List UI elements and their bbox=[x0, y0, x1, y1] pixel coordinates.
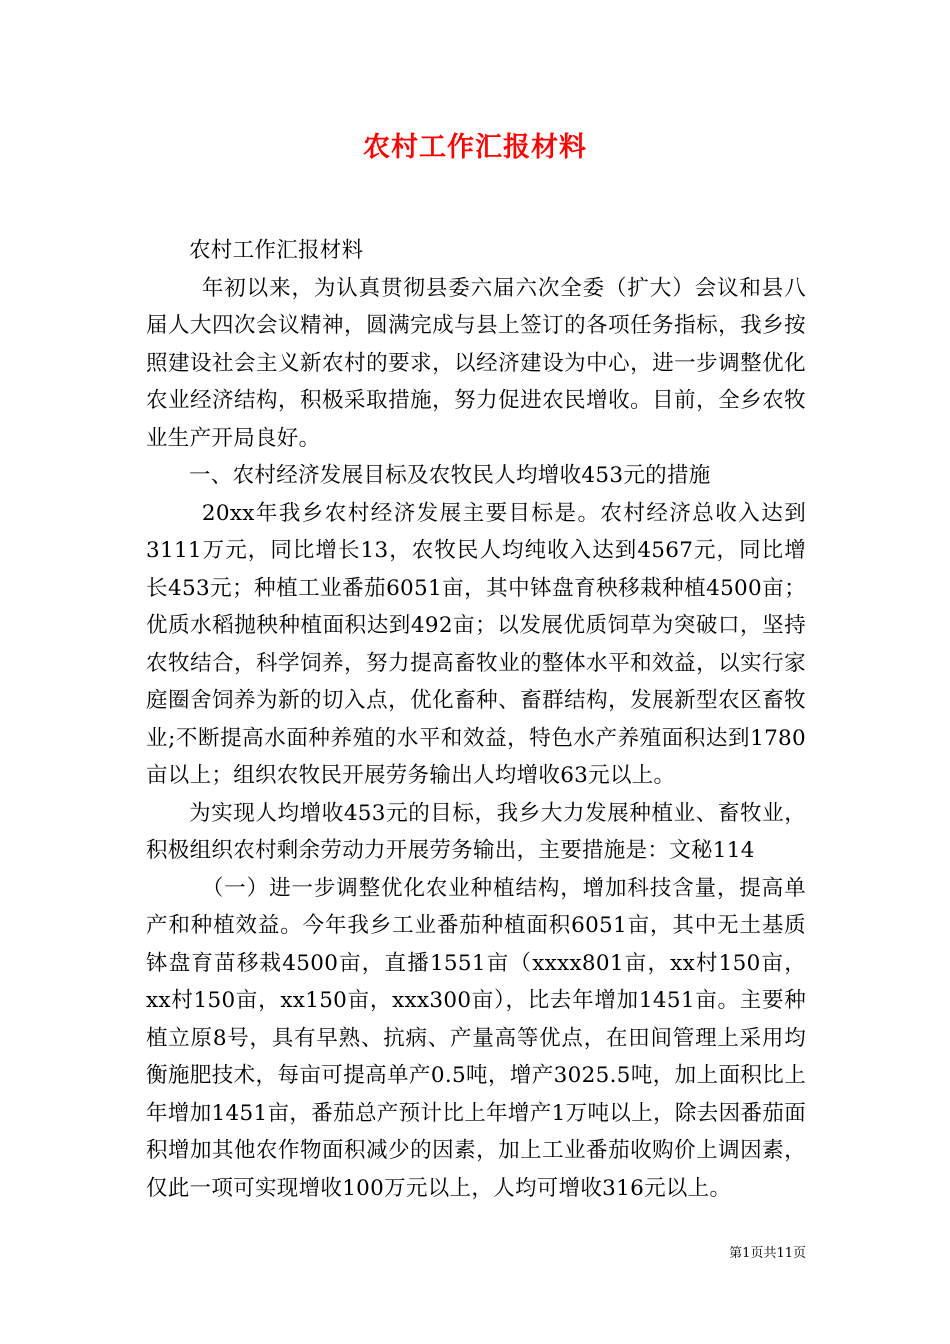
document-title: 农村工作汇报材料 bbox=[363, 132, 587, 163]
page-number: 第1页共11页 bbox=[729, 1246, 806, 1261]
paragraph-goals: 20xx年我乡农村经济发展主要目标是。农村经济总收入达到3111万元，同比增长13，农牧民人均纯收入达到4567元，同比增长453元；种植工业番茄6051亩，其中钵盘育秧移栽种植4500亩；优质水稻抛秧种植面积达到492亩；以发展优质饲草为突破口，坚持农牧结合，科学饲养，努力提高畜牧业的整体水平和效益，以实行家庭圈舍饲养为新的切入点，优化畜种、畜群结构，发展新型农区畜牧业;不断提高水面种养殖的水平和效益，特色水产养殖面积达到1780亩以上；组织农牧民开展劳务输出人均增收63元以上。 bbox=[146, 500, 806, 788]
section-heading: 一、农村经济发展目标及农牧民人均增收453元的措施 bbox=[189, 463, 711, 488]
paragraph-intro: 年初以来，为认真贯彻县委六届六次全委（扩大）会议和县八届人大四次会议精神，圆满完成与县上签订的各项任务指标，我乡按照建设社会主义新农村的要求，以经济建设为中心，进一步调整优化农业经济结构，积极采取措施，努力促进农民增收。目前，全乡农牧业生产开局良好。 bbox=[146, 275, 806, 451]
paragraph-heading: 农村工作汇报材料 bbox=[189, 238, 364, 263]
paragraph-measure-one: （一）进一步调整优化农业种植结构，增加科技含量，提高单产和种植效益。今年我乡工业番茄种植面积6051亩，其中无土基质钵盘育苗移栽4500亩，直播1551亩（xxxx801亩，xx村150亩，xx村150亩，xx150亩，xxx300亩），比去年增加1451亩。主要种植立原8号，具有早熟、抗病、产量高等优点，在田间管理上采用均衡施肥技术，每亩可提高单产0.5吨，增产3025.5吨，加上面积比上年增加1451亩，番茄总产预计比上年增产1万吨以上，除去因番茄面积增加其他农作物面积减少的因素，加上工业番茄收购价上调因素，仅此一项可实现增收100万元以上，人均可增收316元以上。 bbox=[146, 875, 806, 1201]
paragraph-measures: 为实现人均增收453元的目标，我乡大力发展种植业、畜牧业，积极组织农村剩余劳动力开展劳务输出，主要措施是：文秘114 bbox=[146, 800, 806, 863]
document-body bbox=[146, 232, 806, 1207]
